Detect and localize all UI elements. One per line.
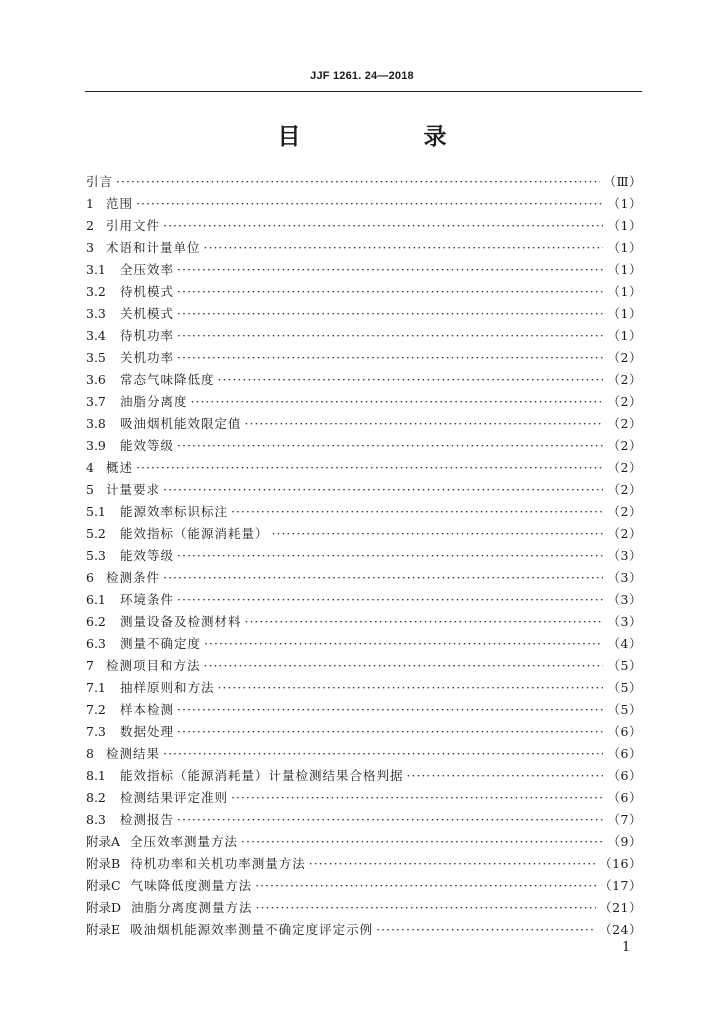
toc-dot-leader	[177, 699, 603, 721]
page-title: 目 录	[277, 123, 497, 150]
toc-entry-number: 5.1	[86, 504, 106, 519]
page-number: 1	[622, 940, 631, 955]
toc-entry[interactable]	[86, 853, 642, 875]
toc-dot-leader	[177, 721, 603, 743]
toc-dot-leader	[163, 743, 603, 765]
toc-entry-number: 5.2	[86, 526, 106, 541]
toc-dot-leader	[272, 523, 603, 545]
toc-entry[interactable]	[86, 325, 642, 347]
toc-entry-title: 关机模式	[120, 306, 175, 321]
toc-entry-number: 3.2	[86, 284, 106, 299]
toc-entry[interactable]	[86, 479, 642, 501]
toc-entry-title: 范围	[106, 196, 134, 211]
toc-entry-page: （6）	[607, 724, 642, 739]
toc-entry-page: （Ⅲ）	[603, 174, 642, 189]
toc-entry[interactable]	[86, 369, 642, 391]
toc-entry-number: 附录E	[86, 922, 121, 937]
toc-entry-page: （3）	[607, 614, 642, 629]
toc-entry[interactable]	[86, 655, 642, 677]
toc-entry[interactable]	[86, 721, 642, 743]
toc-entry-page: （5）	[607, 702, 642, 717]
toc-entry-page: （2）	[607, 372, 642, 387]
toc-dot-leader	[245, 611, 603, 633]
toc-dot-leader	[204, 655, 603, 677]
toc-entry-page: （3）	[607, 570, 642, 585]
toc-entry-title: 全压效率测量方法	[130, 834, 239, 849]
toc-entry-number: 2	[86, 218, 94, 233]
toc-dot-leader	[255, 875, 596, 897]
toc-entry-page: （2）	[607, 350, 642, 365]
toc-entry[interactable]	[86, 347, 642, 369]
toc-entry-title: 能效指标（能源消耗量）	[120, 526, 269, 541]
toc-entry-title: 检测结果	[106, 746, 161, 761]
header-divider	[85, 91, 642, 92]
toc-entry-number: 6	[86, 570, 94, 585]
toc-entry-number: 8.2	[86, 790, 106, 805]
toc-entry[interactable]	[86, 677, 642, 699]
toc-entry-page: （4）	[607, 636, 642, 651]
toc-entry[interactable]	[86, 831, 642, 853]
toc-entry-page: （24）	[599, 922, 642, 937]
toc-entry-title: 待机功率	[120, 328, 175, 343]
toc-entry-page: （2）	[607, 504, 642, 519]
toc-entry[interactable]	[86, 589, 642, 611]
toc-entry[interactable]	[86, 457, 642, 479]
toc-entry-title: 气味降低度测量方法	[130, 878, 253, 893]
toc-entry-title: 油脂分离度	[120, 394, 188, 409]
toc-dot-leader	[136, 193, 603, 215]
table-of-contents	[86, 171, 642, 941]
toc-entry-title: 引言	[86, 174, 114, 189]
toc-entry[interactable]	[86, 875, 642, 897]
toc-entry-number: 5.3	[86, 548, 106, 563]
toc-dot-leader	[177, 325, 603, 347]
toc-entry-title: 关机功率	[120, 350, 175, 365]
toc-entry-page: （1）	[607, 240, 642, 255]
toc-entry-page: （21）	[599, 900, 642, 915]
toc-entry-title: 样本检测	[120, 702, 175, 717]
toc-dot-leader	[376, 919, 596, 941]
toc-entry-number: 3.8	[86, 416, 106, 431]
toc-entry-title: 检测项目和方法	[106, 658, 201, 673]
toc-dot-leader	[177, 281, 603, 303]
toc-entry-page: （2）	[607, 460, 642, 475]
toc-dot-leader	[177, 347, 603, 369]
toc-entry[interactable]	[86, 523, 642, 545]
toc-entry-page: （6）	[607, 790, 642, 805]
toc-entry-page: （17）	[599, 878, 642, 893]
toc-entry[interactable]	[86, 743, 642, 765]
toc-entry-number: 附录C	[86, 878, 121, 893]
toc-entry[interactable]	[86, 633, 642, 655]
toc-entry-title: 能效等级	[120, 438, 175, 453]
toc-dot-leader	[177, 435, 603, 457]
toc-entry[interactable]	[86, 809, 642, 831]
toc-dot-leader	[177, 809, 603, 831]
toc-entry-page: （1）	[607, 196, 642, 211]
toc-entry-number: 3.5	[86, 350, 106, 365]
toc-entry-number: 3.7	[86, 394, 106, 409]
toc-entry-title: 待机模式	[120, 284, 175, 299]
toc-entry[interactable]	[86, 413, 642, 435]
toc-entry[interactable]	[86, 567, 642, 589]
toc-entry[interactable]	[86, 501, 642, 523]
toc-dot-leader	[177, 303, 603, 325]
toc-entry-title: 数据处理	[120, 724, 175, 739]
toc-entry-title: 概述	[106, 460, 134, 475]
toc-entry-number: 7.2	[86, 702, 106, 717]
toc-entry-page: （5）	[607, 680, 642, 695]
toc-entry-number: 5	[86, 482, 94, 497]
toc-entry[interactable]	[86, 611, 642, 633]
toc-entry-title: 引用文件	[106, 218, 161, 233]
toc-entry[interactable]	[86, 765, 642, 787]
toc-entry-title: 检测结果评定准则	[120, 790, 229, 805]
toc-entry-number: 3.4	[86, 328, 106, 343]
toc-entry-page: （2）	[607, 482, 642, 497]
toc-entry[interactable]	[86, 545, 642, 567]
toc-entry-page: （16）	[599, 856, 642, 871]
toc-entry-page: （2）	[607, 438, 642, 453]
toc-entry-number: 6.1	[86, 592, 106, 607]
toc-entry-page: （9）	[607, 834, 642, 849]
toc-dot-leader	[231, 787, 603, 809]
toc-dot-leader	[204, 237, 603, 259]
toc-entry-number: 附录D	[86, 900, 122, 915]
toc-entry-number: 附录A	[86, 834, 121, 849]
toc-entry-title: 能源效率标识标注	[120, 504, 229, 519]
toc-entry-title: 吸油烟机能源效率测量不确定度评定示例	[130, 922, 374, 937]
toc-entry[interactable]	[86, 281, 642, 303]
toc-entry-page: （1）	[607, 328, 642, 343]
toc-entry-page: （1）	[607, 218, 642, 233]
toc-entry-title: 全压效率	[120, 262, 175, 277]
toc-dot-leader	[407, 765, 603, 787]
toc-entry-page: （6）	[607, 746, 642, 761]
toc-entry-page: （6）	[607, 768, 642, 783]
toc-entry[interactable]	[86, 237, 642, 259]
toc-entry-title: 能效等级	[120, 548, 175, 563]
toc-dot-leader	[218, 677, 603, 699]
toc-entry-title: 吸油烟机能效限定值	[120, 416, 242, 431]
toc-dot-leader	[218, 369, 603, 391]
toc-entry[interactable]	[86, 919, 642, 941]
toc-dot-leader	[177, 545, 603, 567]
toc-entry-number: 8.1	[86, 768, 106, 783]
toc-dot-leader	[163, 215, 603, 237]
toc-entry-number: 7	[86, 658, 94, 673]
toc-entry-title: 待机功率和关机功率测量方法	[130, 856, 306, 871]
toc-entry[interactable]	[86, 259, 642, 281]
toc-entry-number: 3.6	[86, 372, 106, 387]
toc-dot-leader	[177, 589, 603, 611]
toc-entry-title: 检测报告	[120, 812, 175, 827]
toc-entry-number: 6.2	[86, 614, 106, 629]
toc-entry-page: （1）	[607, 306, 642, 321]
toc-entry[interactable]	[86, 391, 642, 413]
toc-entry-page: （2）	[607, 416, 642, 431]
toc-dot-leader	[136, 457, 603, 479]
toc-entry-number: 8.3	[86, 812, 106, 827]
toc-entry-number: 1	[86, 196, 94, 211]
toc-entry-page: （1）	[607, 284, 642, 299]
toc-entry-title: 测量不确定度	[120, 636, 202, 651]
toc-entry-number: 4	[86, 460, 94, 475]
toc-entry-number: 6.3	[86, 636, 106, 651]
toc-entry-number: 3.9	[86, 438, 106, 453]
toc-entry-page: （5）	[607, 658, 642, 673]
toc-entry[interactable]	[86, 699, 642, 721]
toc-entry-number: 附录B	[86, 856, 121, 871]
toc-entry[interactable]	[86, 303, 642, 325]
toc-entry-page: （7）	[607, 812, 642, 827]
toc-dot-leader	[309, 853, 596, 875]
toc-entry[interactable]	[86, 787, 642, 809]
toc-dot-leader	[241, 831, 603, 853]
toc-entry-title: 术语和计量单位	[106, 240, 201, 255]
toc-entry-page: （1）	[607, 262, 642, 277]
toc-entry-number: 3.3	[86, 306, 106, 321]
toc-entry[interactable]	[86, 193, 642, 215]
toc-entry-number: 7.3	[86, 724, 106, 739]
toc-entry-title: 测量设备及检测材料	[120, 614, 242, 629]
toc-entry-number: 3.1	[86, 262, 106, 277]
toc-entry-number: 3	[86, 240, 94, 255]
toc-entry-title: 计量要求	[106, 482, 161, 497]
toc-entry-title: 检测条件	[106, 570, 161, 585]
document-header: JJF 1261. 24—2018	[310, 70, 414, 82]
toc-entry-page: （2）	[607, 526, 642, 541]
toc-entry[interactable]	[86, 215, 642, 237]
toc-entry-number: 7.1	[86, 680, 106, 695]
toc-entry-number: 8	[86, 746, 94, 761]
toc-entry-page: （3）	[607, 592, 642, 607]
toc-entry-page: （3）	[607, 548, 642, 563]
toc-entry-title: 常态气味降低度	[120, 372, 215, 387]
toc-entry[interactable]	[86, 171, 642, 193]
toc-entry-title: 环境条件	[120, 592, 175, 607]
toc-dot-leader	[256, 897, 597, 919]
toc-dot-leader	[163, 479, 603, 501]
toc-entry-page: （2）	[607, 394, 642, 409]
toc-entry-title: 能效指标（能源消耗量）计量检测结果合格判据	[120, 768, 404, 783]
toc-dot-leader	[116, 171, 600, 193]
toc-entry-title: 油脂分离度测量方法	[131, 900, 253, 915]
toc-entry[interactable]	[86, 897, 642, 919]
toc-dot-leader	[177, 259, 603, 281]
toc-entry[interactable]	[86, 435, 642, 457]
toc-dot-leader	[245, 413, 603, 435]
toc-dot-leader	[231, 501, 603, 523]
toc-entry-title: 抽样原则和方法	[120, 680, 215, 695]
toc-dot-leader	[191, 391, 603, 413]
toc-dot-leader	[204, 633, 603, 655]
toc-dot-leader	[163, 567, 603, 589]
